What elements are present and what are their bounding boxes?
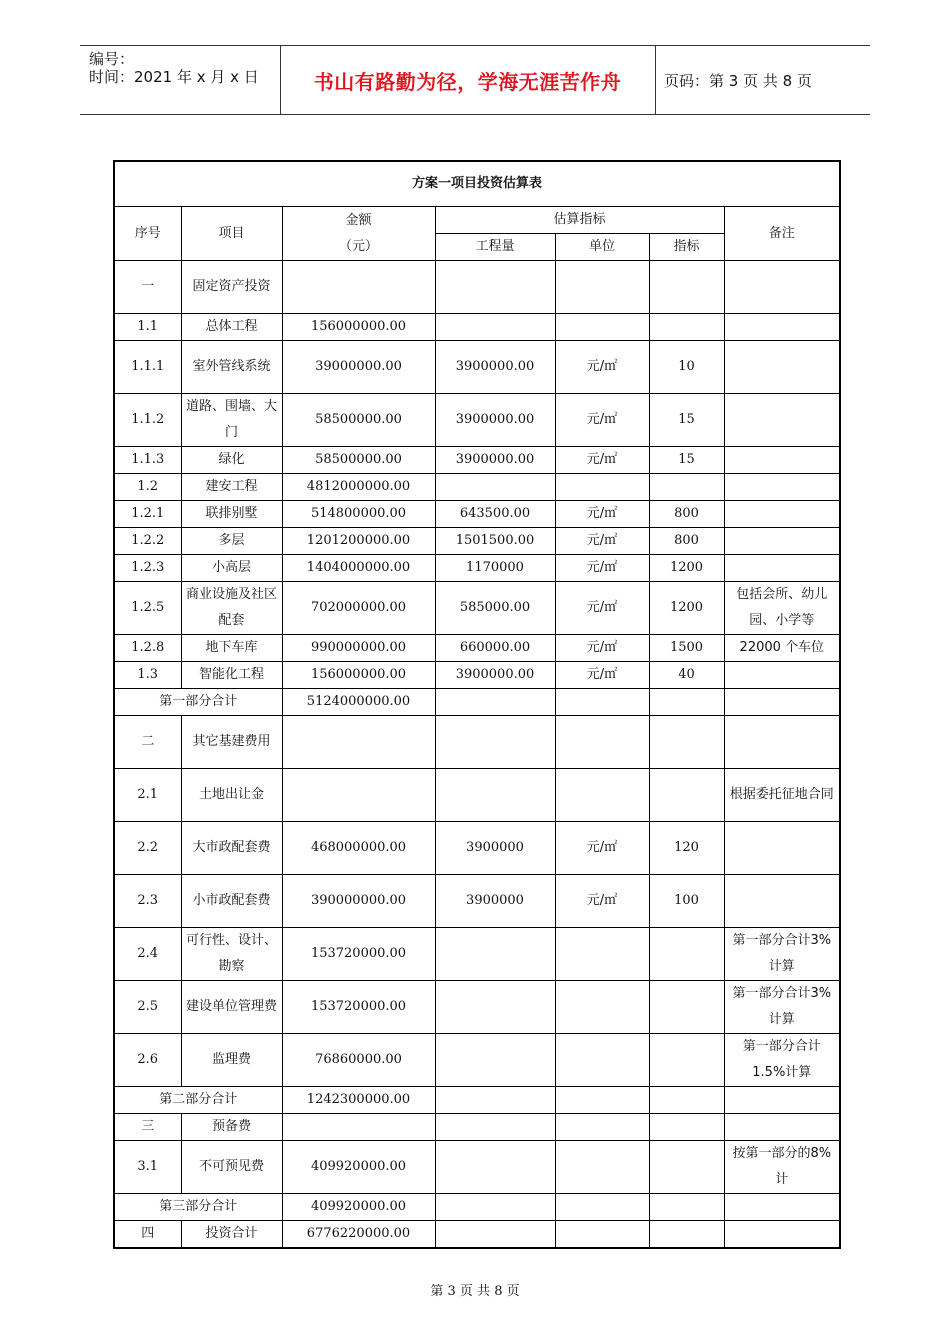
row-amount: 1404000000.00 bbox=[282, 555, 435, 582]
row-index-value: 10 bbox=[649, 341, 724, 394]
row-item: 小高层 bbox=[181, 555, 282, 582]
row-amount bbox=[282, 769, 435, 822]
row-quantity: 3900000.00 bbox=[435, 341, 555, 394]
row-index: 1.2.2 bbox=[114, 528, 181, 555]
table-row bbox=[114, 635, 840, 662]
doc-number-label: 编号： bbox=[89, 50, 135, 68]
row-quantity bbox=[435, 1034, 555, 1087]
row-item: 其它基建费用 bbox=[181, 716, 282, 769]
row-remark bbox=[724, 314, 840, 341]
row-index-value bbox=[649, 474, 724, 501]
row-quantity bbox=[435, 1087, 555, 1114]
row-index: 1.2.5 bbox=[114, 582, 181, 635]
col-index-value-header: 指标 bbox=[649, 234, 724, 261]
table-row bbox=[114, 1221, 840, 1249]
row-remark bbox=[724, 1087, 840, 1114]
row-quantity bbox=[435, 1141, 555, 1194]
row-index: 1.1.2 bbox=[114, 394, 181, 447]
row-remark bbox=[724, 341, 840, 394]
row-amount: 5124000000.00 bbox=[282, 689, 435, 716]
table-row bbox=[114, 582, 840, 635]
table-row bbox=[114, 1114, 840, 1141]
table-row bbox=[114, 822, 840, 875]
row-index-value: 1500 bbox=[649, 635, 724, 662]
table-title: 方案一项目投资估算表 bbox=[114, 161, 840, 207]
row-unit bbox=[555, 928, 649, 981]
row-remark bbox=[724, 875, 840, 928]
row-remark bbox=[724, 716, 840, 769]
row-amount bbox=[282, 1114, 435, 1141]
table-row bbox=[114, 261, 840, 314]
row-unit bbox=[555, 769, 649, 822]
row-quantity bbox=[435, 981, 555, 1034]
row-subtotal-label: 第三部分合计 bbox=[114, 1194, 282, 1221]
row-index-value: 1200 bbox=[649, 555, 724, 582]
row-index-value bbox=[649, 769, 724, 822]
row-unit: 元/㎡ bbox=[555, 582, 649, 635]
table-row bbox=[114, 1141, 840, 1194]
table-row bbox=[114, 1034, 840, 1087]
row-index-value bbox=[649, 1141, 724, 1194]
header-page-code: 页码：第 3 页 共 8 页 bbox=[664, 71, 812, 90]
row-item: 不可预见费 bbox=[181, 1141, 282, 1194]
row-amount bbox=[282, 261, 435, 314]
row-index: 四 bbox=[114, 1221, 181, 1249]
row-index: 2.1 bbox=[114, 769, 181, 822]
investment-estimate-table bbox=[113, 160, 841, 1249]
row-item: 投资合计 bbox=[181, 1221, 282, 1249]
row-index-value bbox=[649, 716, 724, 769]
table-header-row bbox=[114, 207, 840, 234]
col-estimate-header: 估算指标 bbox=[435, 207, 724, 234]
row-index: 二 bbox=[114, 716, 181, 769]
row-item: 建设单位管理费 bbox=[181, 981, 282, 1034]
row-index-value bbox=[649, 314, 724, 341]
row-item: 建安工程 bbox=[181, 474, 282, 501]
row-remark bbox=[724, 1194, 840, 1221]
row-index: 2.5 bbox=[114, 981, 181, 1034]
row-unit bbox=[555, 1221, 649, 1249]
row-item: 可行性、设计、勘察 bbox=[181, 928, 282, 981]
row-remark bbox=[724, 662, 840, 689]
row-item: 小市政配套费 bbox=[181, 875, 282, 928]
doc-time-label: 时间：2021 年 x 月 x 日 bbox=[89, 68, 259, 86]
table-row bbox=[114, 1087, 840, 1114]
table-row bbox=[114, 394, 840, 447]
row-quantity bbox=[435, 1114, 555, 1141]
header-meta bbox=[80, 46, 281, 114]
row-unit bbox=[555, 1141, 649, 1194]
row-amount: 58500000.00 bbox=[282, 394, 435, 447]
row-index: 一 bbox=[114, 261, 181, 314]
row-unit bbox=[555, 716, 649, 769]
row-remark bbox=[724, 822, 840, 875]
row-quantity bbox=[435, 716, 555, 769]
header-motto: 书山有路勤为径，学海无涯苦作舟 bbox=[313, 69, 622, 94]
row-index-value: 15 bbox=[649, 394, 724, 447]
row-item: 智能化工程 bbox=[181, 662, 282, 689]
row-remark bbox=[724, 1114, 840, 1141]
row-quantity bbox=[435, 314, 555, 341]
row-amount: 58500000.00 bbox=[282, 447, 435, 474]
row-quantity bbox=[435, 1194, 555, 1221]
row-item: 联排别墅 bbox=[181, 501, 282, 528]
row-amount: 6776220000.00 bbox=[282, 1221, 435, 1249]
col-amount-header bbox=[282, 207, 435, 261]
row-index: 1.2 bbox=[114, 474, 181, 501]
row-unit bbox=[555, 981, 649, 1034]
row-index-value: 1200 bbox=[649, 582, 724, 635]
row-quantity: 660000.00 bbox=[435, 635, 555, 662]
row-index: 1.1.3 bbox=[114, 447, 181, 474]
col-remark-header: 备注 bbox=[724, 207, 840, 261]
row-quantity bbox=[435, 928, 555, 981]
row-unit: 元/㎡ bbox=[555, 341, 649, 394]
row-amount: 39000000.00 bbox=[282, 341, 435, 394]
row-amount: 76860000.00 bbox=[282, 1034, 435, 1087]
row-index-value: 800 bbox=[649, 501, 724, 528]
row-remark: 第一部分合计3%计算 bbox=[724, 928, 840, 981]
row-unit bbox=[555, 689, 649, 716]
row-item: 道路、围墙、大门 bbox=[181, 394, 282, 447]
row-amount: 156000000.00 bbox=[282, 662, 435, 689]
footer-page-text: 第 3 页 共 8 页 bbox=[430, 1284, 520, 1299]
row-unit: 元/㎡ bbox=[555, 662, 649, 689]
row-quantity: 3900000 bbox=[435, 875, 555, 928]
row-unit bbox=[555, 261, 649, 314]
row-remark: 按第一部分的8%计 bbox=[724, 1141, 840, 1194]
row-remark bbox=[724, 394, 840, 447]
row-unit bbox=[555, 474, 649, 501]
row-quantity: 1501500.00 bbox=[435, 528, 555, 555]
row-unit: 元/㎡ bbox=[555, 447, 649, 474]
row-item: 固定资产投资 bbox=[181, 261, 282, 314]
row-item: 土地出让金 bbox=[181, 769, 282, 822]
table-row bbox=[114, 447, 840, 474]
row-unit bbox=[555, 314, 649, 341]
row-unit bbox=[555, 1114, 649, 1141]
row-item: 总体工程 bbox=[181, 314, 282, 341]
row-index-value bbox=[649, 1087, 724, 1114]
row-remark bbox=[724, 555, 840, 582]
row-index: 三 bbox=[114, 1114, 181, 1141]
row-unit bbox=[555, 1034, 649, 1087]
row-amount: 409920000.00 bbox=[282, 1141, 435, 1194]
row-item: 监理费 bbox=[181, 1034, 282, 1087]
row-quantity bbox=[435, 689, 555, 716]
row-amount: 153720000.00 bbox=[282, 981, 435, 1034]
row-amount: 390000000.00 bbox=[282, 875, 435, 928]
row-index: 1.2.3 bbox=[114, 555, 181, 582]
row-quantity: 585000.00 bbox=[435, 582, 555, 635]
col-amount-label: 金额 bbox=[345, 212, 372, 228]
table-title-row bbox=[114, 161, 840, 207]
row-subtotal-label: 第二部分合计 bbox=[114, 1087, 282, 1114]
row-index: 1.1 bbox=[114, 314, 181, 341]
row-quantity: 3900000.00 bbox=[435, 662, 555, 689]
row-quantity bbox=[435, 1221, 555, 1249]
row-amount: 702000000.00 bbox=[282, 582, 435, 635]
row-amount: 409920000.00 bbox=[282, 1194, 435, 1221]
row-unit: 元/㎡ bbox=[555, 875, 649, 928]
row-index: 1.1.1 bbox=[114, 341, 181, 394]
row-remark: 包括会所、幼儿园、小学等 bbox=[724, 582, 840, 635]
row-index-value: 800 bbox=[649, 528, 724, 555]
row-unit bbox=[555, 1194, 649, 1221]
row-index: 2.3 bbox=[114, 875, 181, 928]
row-amount: 4812000000.00 bbox=[282, 474, 435, 501]
row-quantity: 643500.00 bbox=[435, 501, 555, 528]
table-row bbox=[114, 528, 840, 555]
table-row bbox=[114, 1194, 840, 1221]
row-index-value bbox=[649, 689, 724, 716]
row-remark bbox=[724, 447, 840, 474]
table-row bbox=[114, 769, 840, 822]
table-row bbox=[114, 341, 840, 394]
row-remark: 第一部分合计1.5%计算 bbox=[724, 1034, 840, 1087]
row-remark bbox=[724, 1221, 840, 1249]
row-index-value bbox=[649, 1114, 724, 1141]
header-motto-cell bbox=[280, 46, 656, 114]
row-item: 预备费 bbox=[181, 1114, 282, 1141]
table-row bbox=[114, 662, 840, 689]
row-quantity: 1170000 bbox=[435, 555, 555, 582]
col-item-header: 项目 bbox=[181, 207, 282, 261]
row-index-value bbox=[649, 1034, 724, 1087]
row-index-value: 15 bbox=[649, 447, 724, 474]
table-row bbox=[114, 314, 840, 341]
row-amount bbox=[282, 716, 435, 769]
row-index: 1.2.8 bbox=[114, 635, 181, 662]
row-item: 地下车库 bbox=[181, 635, 282, 662]
row-unit: 元/㎡ bbox=[555, 501, 649, 528]
row-quantity: 3900000.00 bbox=[435, 447, 555, 474]
row-index-value bbox=[649, 1194, 724, 1221]
page-footer bbox=[0, 1280, 950, 1299]
row-item: 多层 bbox=[181, 528, 282, 555]
row-index: 3.1 bbox=[114, 1141, 181, 1194]
table-row bbox=[114, 689, 840, 716]
row-amount: 990000000.00 bbox=[282, 635, 435, 662]
row-subtotal-label: 第一部分合计 bbox=[114, 689, 282, 716]
row-index-value: 120 bbox=[649, 822, 724, 875]
row-unit: 元/㎡ bbox=[555, 394, 649, 447]
table-row bbox=[114, 875, 840, 928]
row-remark: 22000 个车位 bbox=[724, 635, 840, 662]
table-row bbox=[114, 928, 840, 981]
row-index: 2.6 bbox=[114, 1034, 181, 1087]
row-quantity bbox=[435, 261, 555, 314]
table-row bbox=[114, 474, 840, 501]
row-index: 1.3 bbox=[114, 662, 181, 689]
row-item: 绿化 bbox=[181, 447, 282, 474]
row-quantity: 3900000 bbox=[435, 822, 555, 875]
page-header bbox=[80, 45, 870, 115]
table-row bbox=[114, 716, 840, 769]
row-amount: 514800000.00 bbox=[282, 501, 435, 528]
row-remark bbox=[724, 501, 840, 528]
row-item: 商业设施及社区配套 bbox=[181, 582, 282, 635]
row-quantity: 3900000.00 bbox=[435, 394, 555, 447]
row-remark bbox=[724, 528, 840, 555]
row-index: 2.2 bbox=[114, 822, 181, 875]
row-unit: 元/㎡ bbox=[555, 528, 649, 555]
header-page-cell bbox=[655, 46, 870, 114]
table-row bbox=[114, 981, 840, 1034]
col-index-header: 序号 bbox=[114, 207, 181, 261]
row-quantity bbox=[435, 769, 555, 822]
row-amount: 156000000.00 bbox=[282, 314, 435, 341]
row-remark bbox=[724, 261, 840, 314]
row-unit: 元/㎡ bbox=[555, 822, 649, 875]
row-item: 大市政配套费 bbox=[181, 822, 282, 875]
row-remark: 第一部分合计3%计算 bbox=[724, 981, 840, 1034]
col-unit-header: 单位 bbox=[555, 234, 649, 261]
row-index: 2.4 bbox=[114, 928, 181, 981]
row-amount: 468000000.00 bbox=[282, 822, 435, 875]
row-unit bbox=[555, 1087, 649, 1114]
col-quantity-header: 工程量 bbox=[435, 234, 555, 261]
row-remark bbox=[724, 474, 840, 501]
row-amount: 1242300000.00 bbox=[282, 1087, 435, 1114]
row-index-value bbox=[649, 1221, 724, 1249]
row-index: 1.2.1 bbox=[114, 501, 181, 528]
row-remark: 根据委托征地合同 bbox=[724, 769, 840, 822]
col-amount-unit: （元） bbox=[338, 238, 378, 254]
row-index-value bbox=[649, 981, 724, 1034]
table-row bbox=[114, 555, 840, 582]
row-item: 室外管线系统 bbox=[181, 341, 282, 394]
table-row bbox=[114, 501, 840, 528]
row-unit: 元/㎡ bbox=[555, 635, 649, 662]
row-remark bbox=[724, 689, 840, 716]
row-index-value: 40 bbox=[649, 662, 724, 689]
row-amount: 153720000.00 bbox=[282, 928, 435, 981]
row-index-value bbox=[649, 928, 724, 981]
row-index-value bbox=[649, 261, 724, 314]
row-unit: 元/㎡ bbox=[555, 555, 649, 582]
row-quantity bbox=[435, 474, 555, 501]
row-index-value: 100 bbox=[649, 875, 724, 928]
row-amount: 1201200000.00 bbox=[282, 528, 435, 555]
